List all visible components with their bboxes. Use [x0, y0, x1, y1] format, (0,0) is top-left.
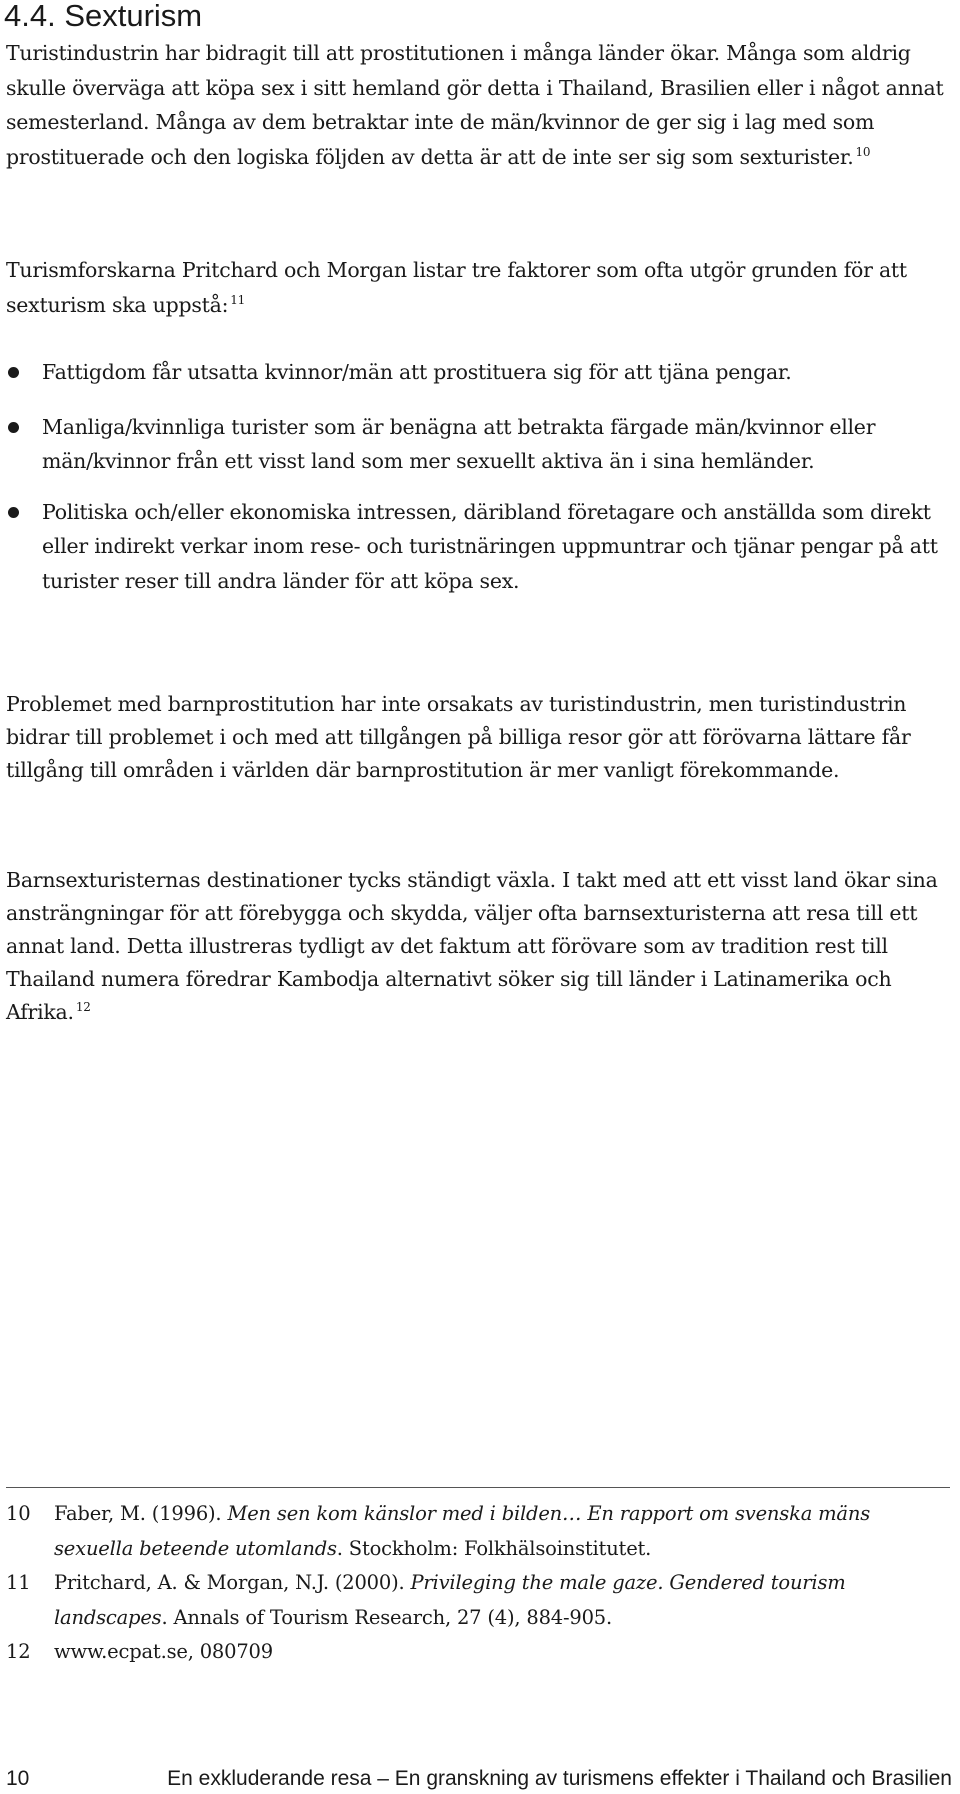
factor-list	[0, 355, 950, 618]
bullet-icon	[8, 367, 19, 378]
footnote-10	[6, 1497, 950, 1566]
footnotes	[6, 1497, 950, 1670]
footnote-author: Pritchard, A. & Morgan, N.J. (2000).	[54, 1571, 411, 1594]
footnote-ref-10[interactable]: 10	[855, 144, 871, 159]
footnote-link[interactable]: www.ecpat.se, 080709	[54, 1640, 273, 1663]
list-item	[0, 355, 950, 390]
paragraph-intro-text: Turistindustrin har bidragit till att prostitutionen i många länder ökar. Många som aldrig skulle överväga att köpa sex i sitt hemland gör detta i Thailand, Brasilien eller i något annat semesterland. Många av dem betraktar inte de män/kvinnor de ger sig i lag med som prostituerade och den logiska följden av detta är att de inte ser sig som sexturister.	[6, 41, 944, 169]
footnote-author: Faber, M. (1996).	[54, 1502, 228, 1525]
footnote-title: Men sen kom känslor med i bilden… En rapport om svenska mäns sexuella beteende utomlands	[54, 1502, 871, 1560]
list-item-text: Manliga/kvinnliga turister som är benägna att betrakta färgade män/kvinnor eller män/kvinnor från ett visst land som mer sexuellt aktiva än i sina hemländer.	[42, 414, 876, 473]
list-item-text: Fattigdom får utsatta kvinnor/män att prostituera sig för att tjäna pengar.	[42, 360, 792, 384]
footnote-publisher: . Annals of Tourism Research, 27 (4), 884-905.	[161, 1605, 613, 1629]
footnote-publisher: . Stockholm: Folkhälsoinstitutet.	[336, 1536, 652, 1560]
publication-title: En exkluderande resa – En granskning av turismens effekter i Thailand och Brasilien	[167, 1767, 952, 1790]
footnote-number: 12	[6, 1640, 31, 1663]
footnote-ref-11[interactable]: 11	[230, 292, 246, 307]
paragraph-child-prostitution: Problemet med barnprostitution har inte orsakats av turistindustrin, men turistindustrin bidrar till problemet i och med att tillgången på billiga resor gör att förövarna lättare får tillgång till områden i världen där barnprostitution är mer vanligt förekommande.	[6, 692, 911, 782]
bullet-icon	[8, 422, 19, 433]
page-footer	[6, 1764, 952, 1794]
section-heading: 4.4. Sexturism	[4, 0, 203, 33]
list-item	[0, 495, 950, 599]
paragraph-factors-text: Turismforskarna Pritchard och Morgan listar tre faktorer som ofta utgör grunden för att sexturism ska uppstå:	[6, 258, 907, 317]
footnote-ref-12[interactable]: 12	[75, 1000, 91, 1015]
footnote-text	[54, 1635, 950, 1670]
footnote-11	[6, 1566, 950, 1635]
footnote-number: 10	[6, 1502, 31, 1525]
paragraph-destinations	[6, 864, 950, 1029]
footnote-title: Privileging the male gaze. Gendered tourism landscapes	[54, 1571, 846, 1629]
bullet-icon	[8, 507, 19, 518]
paragraph-destinations-text: Barnsexturisternas destinationer tycks ständigt växla. I takt med att ett visst land ökar sina ansträngningar för att förebygga och skydda, väljer ofta barnsexturisterna att resa till ett annat land. Detta illustreras tydligt av det faktum att förövare som av tradition rest till Thailand numera föredrar Kambodja alternativt söker sig till länder i Latinamerika och Afrika.	[6, 868, 938, 1024]
paragraph-intro	[6, 36, 950, 174]
paragraph-factors	[6, 253, 950, 322]
footnote-text	[54, 1566, 950, 1635]
list-item-text: Politiska och/eller ekonomiska intressen, däribland företagare och anställda som direkt eller indirekt verkar inom rese- och turistnäringen uppmuntrar och tjänar pengar på att turister reser till andra länder för att köpa sex.	[42, 499, 938, 593]
footnote-12	[6, 1635, 950, 1670]
list-item	[0, 410, 950, 479]
footnote-divider	[6, 1487, 950, 1488]
page-number: 10	[6, 1767, 30, 1790]
footnote-number: 11	[6, 1571, 31, 1594]
footnote-text	[54, 1497, 950, 1566]
